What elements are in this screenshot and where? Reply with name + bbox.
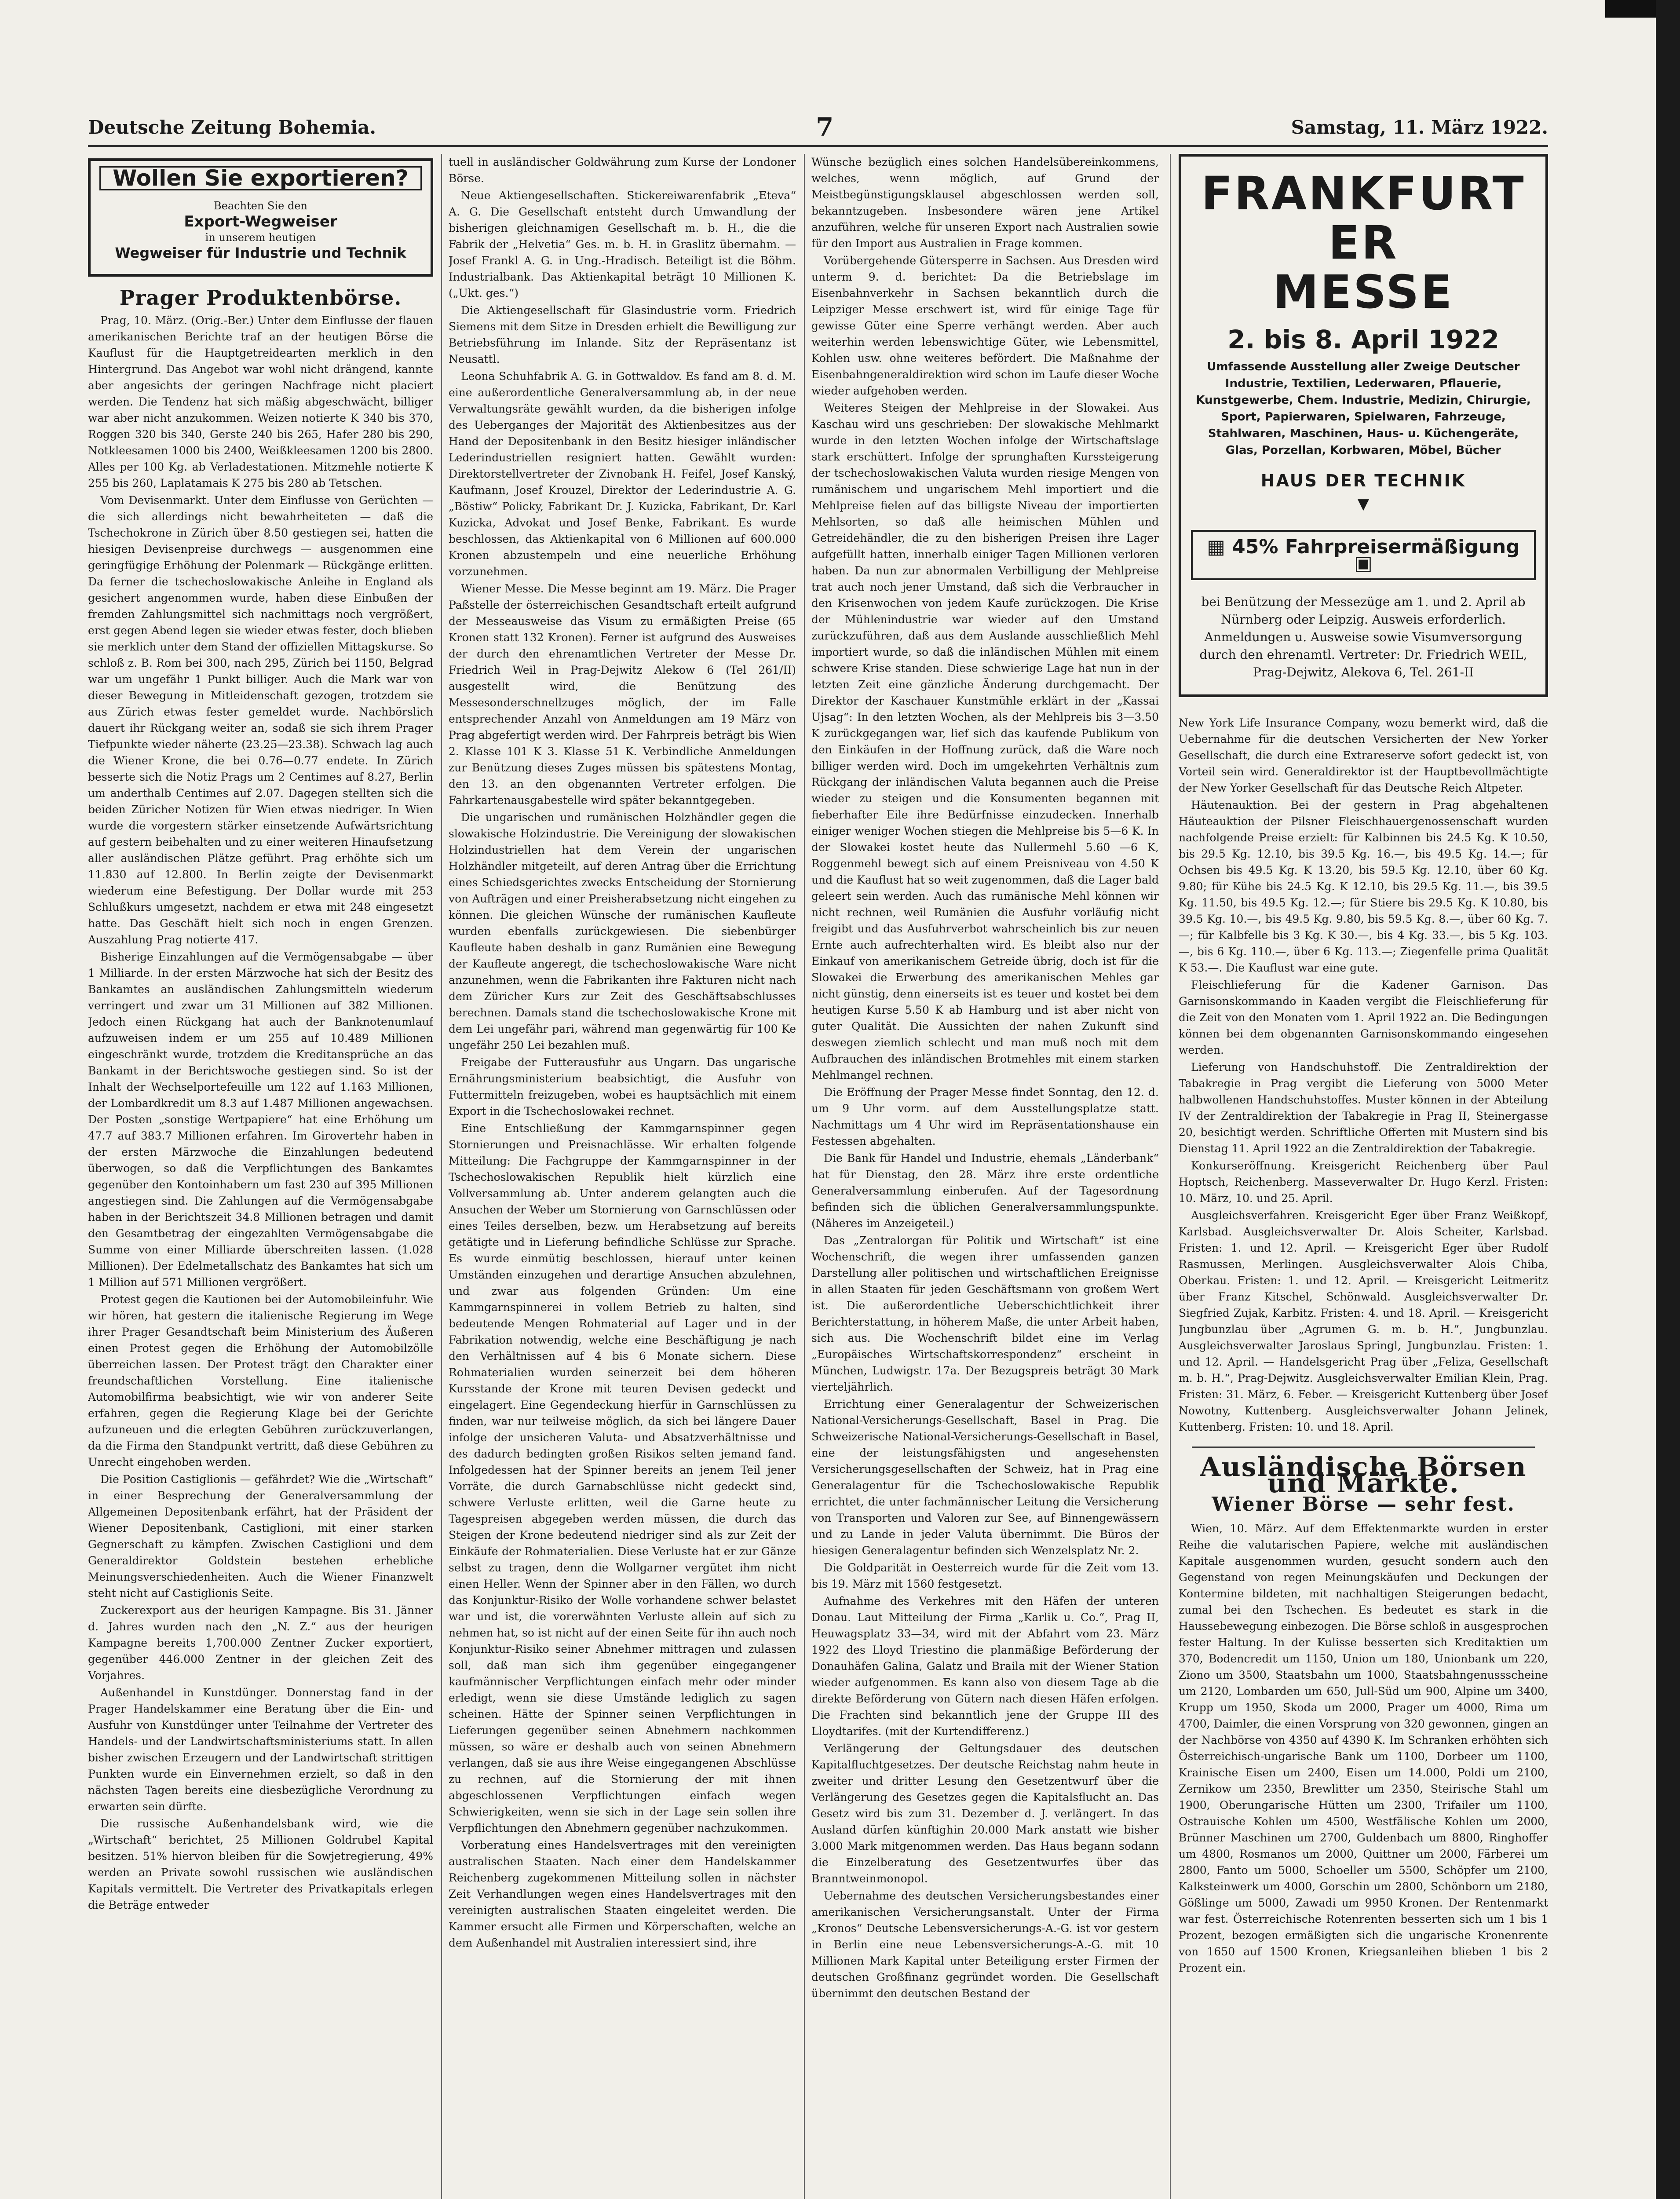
ad-title: FRANKFURTER [1201,167,1526,270]
issue-date: Samstag, 11. März 1922. [1291,117,1548,138]
column-divider [804,154,805,2199]
article-paragraph: Vorübergehende Gütersperre in Sachsen. Aus Dresden wird unterm 9. d. berichtet: Da die Betriebslage im Eisenbahnverkehr in Sachsen bekanntlich durch die Leipziger Messe erschwert ist, wird für einige Tage für gewisse Güter eine Sperre verhängt werden. Aber auch weiterhin werden lebenswichtige Güter, wie Lebensmittel, Kohlen usw. ohne weiteres befördert. Die Maßnahme der Eisenbahngeneraldirektion wird schon im Laufe dieser Woche wieder aufgehoben werden. [811,254,1159,397]
section-divider [1192,1447,1535,1448]
column-4 [1179,154,1548,2199]
page-number: 7 [816,112,834,142]
article-paragraph: Fleischlieferung für die Kadener Garnison. Das Garnisonskommando in Kaaden vergibt die Fleischlieferung für die Zeit von den Monaten vom 1. April 1922 an. Die Bedingungen können bei dem obgenannten Garnisonskommando eingesehen werden. [1179,979,1548,1056]
article-paragraph: tuell in ausländischer Goldwährung zum Kurse der Londoner Börse. [449,156,796,185]
article-paragraph: Errichtung einer Generalagentur der Schweizerischen National-Versicherungs-Gesellschaft, Basel in Prag. Die Schweizerische National-Versicherungs-Gesellschaft in Basel, eine der leistungsfähigsten und angesehensten Versicherungsgesellschaften der Schweiz, hat in Prag eine Generalagentur für die Tschechoslowakische Republik errichtet, die unter fachmännischer Leitung die Versicherung von Transporten und Valoren zur See, auf Binnengewässern und zu Lande in jeder Valuta übernimmt. Die Büros der hiesigen Generalagentur befinden sich Wenzelsplatz Nr. 2. [811,1398,1159,1557]
article-paragraph: Protest gegen die Kautionen bei der Automobileinfuhr. Wie wir hören, hat gestern die italienische Regierung im Wege ihrer Prager Gesandtschaft beim Ministerium des Äußeren einen Protest gegen die Erhöhung der Automobilzölle überreichen lassen. Der Protest trägt den Charakter einer freundschaftlichen Vorstellung. Eine italienische Automobilfirmа beabsichtigt, wie wir von anderer Seite erfahren, gegen die Regierung Klage bei der Gerichte aufzuneuen und die erlegten Gebühren zurückzuverlangen, da die Firma den Standpunkt vertritt, daß diese Gebühren zu Unrecht eingehoben werden. [88,1293,433,1468]
rail-icon: ▦ [1207,536,1225,558]
article-paragraph: Zuckerexport aus der heurigen Kampagne. Bis 31. Jänner d. Jahres wurden nach den „N. Z.“ aus der heurigen Kampagne bereits 1,700.000 Zentner Zucker exportiert, gegenüber 446.000 Zentner in der gleichen Zeit des Vorjahres. [88,1604,433,1682]
header-rule [88,145,1548,147]
article-paragraph: Ausgleichsverfahren. Kreisgericht Eger über Franz Weißkopf, Karlsbad. Ausgleichsverwalter Dr. Alois Scheiter, Karlsbad. Fristen: 1. und 12. April. — Kreisgericht Eger über Rudolf Rasmussen, Merlingen. Ausgleichsverwalter Alois Chiba, Oberkau. Fristen: 1. und 12. April. — Kreisgericht Leitmeritz über Franz Kitschel, Schönwald. Ausgleichsverwalter Dr. Siegfried Zujak, Karbitz. Fristen: 4. und 18. April. — Kreisgericht Jungbunzlau über „Agrumen G. m. b. H.“, Jungbunzlau. Ausgleichsverwalter Jaroslaus Springl, Jungbunzlau. Fristen: 1. und 12. April. — Handelsgericht Prag über „Feliza, Gesellschaft m. b. H.“, Prag-Dejwitz. Ausgleichsverwalter Emilian Klein, Prag. Fristen: 31. März, 6. Feber. — Kreisgericht Kuttenberg über Josef Nowotny, Kuttenberg. Ausgleichsverwalter Johann Jelinek, Kuttenberg. Fristen: 10. und 18. April. [1179,1209,1548,1433]
ad-line: Export-Wegweiser [184,213,337,230]
article-paragraph: Leona Schuhfabrik A. G. in Gottwaldov. Es fand am 8. d. M. eine außerordentliche Generalversammlung ab, in der neue Verwaltungsräte gewählt wurden, da die bisherigen infolge des Ueberganges der Majorität des Aktienbesitzes aus der Hand der Depositenbank in den Besitz hiesiger inländischer Lederindustriellen resigniert hatten. Gewählt wurden: Direktorstellvertreter der Zivnobank H. Feifel, Josef Kanský, Kaufmann, Josef Krouzel, Direktor der Lederindustrie A. G. „Böstiw“ Policky, Fabrikant Dr. J. Kuzicka, Fabrikant, Dr. Karl Kuzicka, Advokat und Josef Benke, Fabrikant. Es wurde beschlossen, das Aktienkapital von 6 Millionen auf 600.000 Kronen abzustempeln und eine neuerliche Erhöhung vorzunehmen. [449,370,796,578]
section-heading: Prager Produktenbörse. [119,286,402,310]
article-paragraph: Wiener Messe. Die Messe beginnt am 19. März. Die Prager Paßstelle der österreichischen Gesandtschaft erteilt aufgrund der Messeausweise das Visum zu ermäßigten Preise (65 Kronen statt 132 Kronen). Ferner ist aufgrund des Ausweises der durch den ehrenamtlichen Vertreter der Messe Dr. Friedrich Weil in Prag-Dejwitz Alekow 6 (Tel 261/II) ausgestellt wird, die Benützung des Messesonderschnellzuges möglich, der im Falle entsprechender Anzahl von Anmeldungen am 19 März von Prag abgefertigt werden wird. Der Fahrpreis beträgt bis Wien 2. Klasse 101 K 3. Klasse 51 K. Verbindliche Anmeldungen zur Benützung dieses Zuges müssen bis spätestens Montag, den 13. an den obgenannten Vertreter erfolgen. Die Fahrkartenausgabestelle wird später bekanntgegeben. [449,582,796,807]
article-paragraph: Vom Devisenmarkt. Unter dem Einflusse von Gerüchten — die sich allerdings nicht bewahrheiteten — daß die Tschechokrone in Zürich über 8.50 gestiegen sei, hatten die hiesigen Devisenpreise durchwegs — ausgenommen eine geringfügige Erhöhung der Polenmark — Rückgänge erlitten. Da ferner die tschechoslowakische Anleihe in England als gesichert angenommen wurde, haben diese Einbußen der fremden Zahlungsmittel sich nachmittags noch vergrößert, erst gegen Abend legen sie wieder etwas fester, doch blieben sie merklich unter dem Stand der offiziellen Mittagskurse. So schloß z. B. Rom bei 300, nach 295, Zürich bei 1150, Belgrad war um ungefähr 1 Punkt billiger. Auch die Mark war von dieser Bewegung in Mitleidenschaft gezogen, trotzdem sie aus Zürich etwas fester gemeldet wurde. Nachbörslich dauert ihr Rückgang weiter an, sodaß sie sich ihrem Prager Tiefpunkte wieder näherte (23.25—23.38). Schwach lag auch die Wiener Krone, die bei 0.76—0.77 endete. In Zürich besserte sich die Notiz Prags um 2 Centimes auf 8.27, Berlin um anderthalb Centimes auf 2.07. Dagegen stellten sich die beiden Züricher Notizen für Wien etwas niedriger. In Wien wurde die vorgestern stärker einsetzende Aufwärtsrichtung auf gestern beibehalten und zu einer weiteren Hinaufsetzung aller ausländischen Plätze geführt. Prag erhöhte sich um 11.830 auf 12.800. In Berlin zeigte der Devisenmarkt wiederum eine Befestigung. Der Dollar wurde mit 253 Schlußkurs umgesetzt, nachdem er etwa mit 248 eingesetzt hatte. Das Geschäft hielt sich noch in engen Grenzen. Auszahlung Prag notierte 417. [88,494,433,946]
article-paragraph: Wünsche bezüglich eines solchen Handelsübereinkommens, welches, wenn möglich, auf Grund der Meistbegünstigungsklausel abgeschlossen werden soll, bekanntzugeben. Insbesondere wären jene Artikel anzuführen, welche für unseren Export nach Australien sowie für den Import aus Australien in Frage kommen. [811,156,1159,250]
article-paragraph: Verlängerung der Geltungsdauer des deutschen Kapitalfluchtgesetzes. Der deutsche Reichstag nahm heute in zweiter und dritter Lesung den Gesetzentwurf über die Verlängerung des Gesetzes gegen die Kapitalsflucht an. Das Gesetz wird bis zum 31. Dezember d. J. verlängert. In das Ausland dürfen künftighin 20.000 Mark anstatt wie bisher 3.000 Mark mitgenommen werden. Das Haus begann sodann die Einzelberatung des Gesetzentwurfes über das Branntweinmonopol. [811,1742,1159,1885]
ad-note: bei Benützung der Messezüge am 1. und 2. April ab Nürnberg oder Leipzig. Ausweis erforderlich. Anmeldungen u. Ausweise sowie Visumversorgung durch den ehrenamtl. Vertreter: Dr. Friedrich WEIL, Prag-Dejwitz, Alekova 6, Tel. 261-II [1199,595,1527,679]
section-heading: Ausländische Börsen und Märkte. [1200,1452,1527,1499]
article-paragraph: Die Aktiengesellschaft für Glasindustrie vorm. Friedrich Siemens mit dem Sitze in Dresden erhielt die Bewilligung zur Betriebsführung im Inlande. Sitz der Repräsentanz ist Neusattl. [449,304,796,365]
column-3 [811,154,1159,2199]
article-paragraph: Konkurseröffnung. Kreisgericht Reichenberg über Paul Hoptsch, Reichenberg. Masseverwalter Dr. Hugo Kerzl. Fristen: 10. März, 10. und 25. April. [1179,1159,1548,1205]
ad-title: MESSE [1273,265,1454,319]
article-paragraph: Wien, 10. März. Auf dem Effektenmarkte wurden in erster Reihe die valutarischen Papiere, welche mit ausländischen Kapitale ausgenommen wurden, gesucht sondern auch den Gegenstand von regen Meinungskäufen und Deckungen der Kontermine bildeten, mit nachhaltigen Steigerungen bedacht, zumal bei den Tschechen. Es bedeutet es stark in die Haussebewegung einbezogen. Die Börse schloß in ausgesprochen fester Haltung. In der Kulisse besserten sich Kreditaktien um 370, Bodencredit um 1150, Union um 180, Unionbank um 220, Ziono um 3500, Staatsbahn um 1000, Staatsbahngenussscheine um 2120, Lombarden um 650, Jull-Süd um 900, Alpine um 3400, Krupp um 1950, Skoda um 2000, Prager um 4000, Rima um 4700, Daimler, die einen Vorsprung von 320 gewonnen, gingen an der Nachbörse von 4350 auf 4390 K. Im Schranken erhöhten sich Österreichisch-ungarische Bank um 1100, Dorbeer um 1100, Krainische Eisen um 2400, Eisen um 14.000, Poldi um 2100, Zernikow um 2350, Brewlitter um 2350, Steirische Stahl um 1900, Oberungarische Hütten um 2300, Trifailer um 1100, Ostrauische Kohlen um 4500, Westfälische Kohlen um 2000, Brünner Maschinen um 2700, Guldenbach um 8800, Ringhoffer um 4800, Rosmanos um 2000, Quittner um 2000, Färberei um 2800, Fanto um 5000, Schoeller um 5500, Schöpfer um 2100, Kalksteinwerk um 4000, Gorschin um 2800, Schönborn um 2180, Gößlinge um 5000, Zawadi um 9950 Kronen. Der Rentenmarkt war fest. Österreichische Rotenrenten besserten sich um 1 bis 1 Prozent, bezogen ermäßigten sich die ungarische Kronenrente von 1650 auf 1500 Kronen, Kriegsanleihen blieben 1 bis 2 Prozent ein. [1179,1522,1548,1974]
column-1 [88,154,433,2199]
ad-line: Beachten Sie den [214,200,307,212]
fair-house: HAUS DER TECHNIK [1260,471,1466,490]
fair-description: Umfassende Ausstellung aller Zweige Deutscher Industrie, Textilien, Lederwaren, Pflauerie, Kunstgewerbe, Chem. Industrie, Medizin, Chirurgie, Sport, Papierwaren, Spielwaren, Fahrzeuge, Stahlwaren, Maschinen, Haus- u. Küchengeräte, Glas, Porzellan, Korbwaren, Möbel, Bücher [1196,360,1531,457]
section-subheading: Wiener Börse — sehr fest. [1212,1493,1515,1516]
article-paragraph: Das „Zentralorgan für Politik und Wirtschaft“ ist eine Wochenschrift, die wegen ihrer umfassenden ganzen Darstellung aller politischen und wirtschaftlichen Ereignisse in allen Staaten für jeden Geschäftsmann von großem Wert ist. Die außerordentliche Ueberschichtlichkeit ihrer Berichterstattung, in höherem Maße, die unter Arbeit haben, sich aus. Die Wochenschrift bildet eine im Verlag „Europäisches Wirtschaftskorrespondenz“ erscheint in München, Ludwigstr. 17a. Der Bezugspreis beträgt 30 Mark vierteljährlich. [811,1234,1159,1393]
article-paragraph: Die Eröffnung der Prager Messe findet Sonntag, den 12. d. um 9 Uhr vorm. auf dem Ausstellungsplatze statt. Nachmittags um 4 Uhr wird im Repräsentationshause ein Festessen abgehalten. [811,1086,1159,1147]
scan-border [1656,0,1680,2199]
column-divider [1170,154,1171,2199]
article-paragraph: New York Life Insurance Company, wozu bemerkt wird, daß die Uebernahme für die deutschen Versicherten der New Yorker Gesellschaft, die durch eine Extrareserve sofort gedeckt ist, von Vorteil sein wird. Generaldirektor ist der Hauptbevollmächtigte der New Yorker Gesellschaft für das Deutsche Reich Altpeter. [1179,716,1548,794]
ad-line: in unserem heutigen [205,231,316,244]
article-paragraph: Eine Entschließung der Kammgarnspinner gegen Stornierungen und Preisnachlässe. Wir erhalten folgende Mitteilung: Die Fachgruppe der Kammgarnspinner in der Tschechoslowakischen Republik hielt kürzlich eine Vollversammlung ab. Unter anderem gelangten auch die Ansuchen der Weber um Stornierung von Garnschlüssen oder eines Teiles derselben, bezw. um Herabsetzung auf bereits getätigte und in Lieferung befindliche Schlüsse zur Sprache. Es wurde einmütig beschlossen, hierauf unter keinen Umständen einzugehen und derartige Ansuchen abzulehnen, und zwar aus folgenden Gründen: Um eine Kammgarnspinnerei in vollem Betrieb zu halten, sind bedeutende Mengen Rohmaterial auf Lager und in der Fabrikation notwendig, welche eine Beschäftigung je nach den Verhältnissen auf 4 bis 6 Monate sichern. Diese Rohmaterialien wurden seinerzeit bei dem höheren Kursstande der Krone mit teuren Devisen gedeckt und eingelagert. Eine Gegendeckung hierfür in Garnschlüssen zu finden, war nur teilweise möglich, da sich bei längere Dauer infolge der unsicheren Valuta- und Absatzverhältnisse und des dadurch bedingten großen Risikos selten jemand fand. Infolgedessen hat der Spinner bereits an jenem Teil jener Vorräte, die durch Garnabschlüsse nicht gedeckt sind, schwere Verluste erlitten, weil die Garne heute zu Tagespreisen abgegeben werden müssen, die durch das Steigen der Krone bedeutend niedriger sind als zur Zeit der Einkäufe der Rohmaterialien. Diese Verluste hat er zur Gänze selbst zu tragen, denn die Wollgarner vergütet ihm nicht einen Heller. Wenn der Spinner aber in den Fällen, wo durch das Konjunktur-Risiko der Wolle vorhandene schwer belastet war und ist, die vorerwähnten Verluste allein auf sich zu nehmen hat, so ist nicht auf der einen Seite für ihn auch noch Konjunktur-Risiko seiner Abnehmer mittragen und zulassen soll, daß man sich ihm gegenüber eingegangener kaufmännischer Verpflichtungen einfach mehr oder minder erledigt, wenn sie diese Umstände lediglich zu sagen scheinen. Hätte der Spinner seinen Verpflichtungen in Lieferungen gegenüber seinen Abnehmern nachkommen müssen, so wäre er deshalb auch von seinen Abnehmern verlangen, daß sie aus ihre Weise eingegangenen Abschlüsse zu rechnen, auf die Stornierung der mit ihnen abgeschlossenen Verpflichtungen einfach wegen Schwierigkeiten, wenn sie sich in der Lage sein sollen ihre Verpflichtungen den Abnehmern gegenüber nachzukommen. [449,1122,796,1834]
discount-text: 45% Fahrpreisermäßigung [1232,536,1520,558]
article-paragraph: Außenhandel in Kunstdünger. Donnerstag fand in der Prager Handelskammer eine Beratung über die Ein- und Ausfuhr von Kunstdünger unter Teilnahme der Vertreter des Handels- und der Landwirtschaftsministeriums statt. In allen bisher zwischen Erzeugern und der Landwirtschaft strittigen Punkten wurde ein Einvernehmen erzielt, so daß in den nächsten Tagen bereits eine diesbezügliche Verordnung zu erwarten sein dürfte. [88,1686,433,1813]
ad-title: Wollen Sie exportieren? [99,166,422,190]
article-paragraph: Die russische Außenhandelsbank wird, wie die „Wirtschaft“ berichtet, 25 Millionen Goldrubel Kapital besitzen. 51% hiervon bleiben für die Sowjetregierung, 49% werden an Private sowohl russischen wie ausländischen Kapitals vermittelt. Die Vertreter des Privatkapitals erlegen die Beträge entweder [88,1817,433,1911]
article-paragraph: Die Bank für Handel und Industrie, ehemals „Länderbank“ hat für Dienstag, den 28. März ihre erste ordentliche Generalversammlung einberufen. Auf der Tagesordnung befinden sich die üblichen Generalversammlungspunkte. (Näheres im Anzeigeteil.) [811,1152,1159,1230]
page-header [88,112,1548,147]
fair-dates: 2. bis 8. April 1922 [1227,325,1499,354]
article-paragraph: Neue Aktiengesellschaften. Stickereiwarenfabrik „Eteva“ A. G. Die Gesellschaft entsteht durch Umwandlung der bisherigen gleichnamigen Gesellschaft m. b. H., die die Fabrik der „Helvetia“ Ges. m. b. H. in Graslitz übernahm. — Josef Frankl A. G. in Ung.-Hradisch. Beteiligt ist die Böhm. Industrialbank. Das Aktienkapital beträgt 10 Millionen K. („Ukt. ges.“) [449,189,796,300]
frankfurt-fair-advertisement [1179,154,1548,697]
ad-line: Wegweiser für Industrie und Technik [115,245,406,261]
column-divider [441,154,442,2199]
export-advertisement [88,158,433,277]
article-paragraph: Die Position Castiglionis — gefährdet? Wie die „Wirtschaft“ in einer Besprechung der Generalversammlung der Allgemeinen Depositenbank erfährt, hat der Präsident der Wiener Depositenbank, Castiglioni, mit einer starken Gegnerschaft zu kämpfen. Zwischen Castiglioni und dem Generaldirektor Goldstein bestehen erhebliche Meinungsverschiedenheiten. Auch die Wiener Finanzwelt steht nicht auf Castiglionis Seite. [88,1473,433,1600]
article-paragraph: Bisherige Einzahlungen auf die Vermögensabgabe — über 1 Milliarde. In der ersten Märzwoche hat sich der Besitz des Bankamtes an ausländischen Zahlungsmitteln wiederum verringert und zwar um 31 Millionen auf 382 Millionen. Jedoch einen Rückgang hat auch der Banknotenumlauf aufzuweisen indem er um 255 auf 10.489 Millionen eingeschränkt wurde, trotzdem die Kreditansprüche an das Bankamt in der Berichtswoche gestiegen sind. So ist der Inhalt der Wechselportefeuille um 122 auf 1.163 Millionen, der Lombardkredit um 8.3 auf 1.487 Millionen angewachsen. Der Posten „sonstige Wertpapiere“ hat eine Erhöhung um 47.7 auf 383.7 Millionen erfahren. Im Girovertehr haben in der ersten Märzwoche die Einzahlungen bedeutend überwogen, so daß die Verpflichtungen des Bankamtes gegenüber den Kontoinhabern um fast 230 auf 395 Millionen angestiegen sind. Die Zahlungen auf die Vermögensabgabe haben in der Berichtszeit 34.8 Millionen betragen und damit den Gesamtbetrag der eingezahlten Vermögensabgabe die Summe von einer Milliarde überschreiten lassen. (1.028 Millionen). Der Edelmetallschatz des Bankamtes hat sich um 1 Million auf 571 Millionen vergrößert. [88,950,433,1289]
newspaper-name: Deutsche Zeitung Bohemia. [88,117,376,138]
article-paragraph: Uebernahme des deutschen Versicherungsbestandes einer amerikanischen Versicherungsanstalt. Unter der Firma „Kronos“ Deutsche Lebensversicherungs-A.-G. ist vor gestern in Berlin eine neue Lebensversicherungs-A.-G. mit 10 Millionen Mark Kapital unter Beteiligung erster Firmen der deutschen Großfinanz gegründet worden. Die Gesellschaft übernimmt den deutschen Bestand der [811,1889,1159,2000]
column-2 [449,154,796,2199]
article-paragraph: Die ungarischen und rumänischen Holzhändler gegen die slowakische Holzindustrie. Die Vereinigung der slowakischen Holzindustriellen hat dem Verein der ungarischen Holzhändler mitgeteilt, auf deren Antrag über die Errichtung eines Schiedsgerichtes zwecks Entscheidung der Stornierung von Aufträgen und einer Preisherabsetzung nicht eingehen zu können. Die gleichen Wünsche der rumänischen Kaufleute wurden ebenfalls zurückgewiesen. Die siebenbürger Kaufleute haben deshalb in ganz Rumänien eine Bewegung der Kaufleute angeregt, die tschechoslowakische Ware nicht anzunehmen, wenn die Fabrikanten ihre Fakturen nicht nach dem Züricher Kurs zur Zeit des Geschäftsabschlusses berechnen. Damals stand die tschechoslowakische Krone mit dem Lei ungefähr pari, während man gegenwärtig für 100 Ke ungefähr 250 Lei bezahlen muß. [449,811,796,1052]
article-paragraph: Freigabe der Futterausfuhr aus Ungarn. Das ungarische Ernährungsministerium beabsichtigt, die Ausfuhr von Futtermitteln freizugeben, wobei es hauptsächlich mit einem Export in die Tschechoslowakei rechnet. [449,1056,796,1118]
article-paragraph: Lieferung von Handschuhstoff. Die Zentraldirektion der Tabakregie in Prag vergibt die Lieferung von 5000 Meter halbwollenen Handschuhstoffes. Muster können in der Abteilung IV der Zentraldirektion der Tabakregie in Prag II, Steinergasse 20, besichtigt werden. Schriftliche Offerten mit Mustern sind bis Dienstag 11. April 1922 an die Zentraldirektion der Tabakregie. [1179,1061,1548,1155]
article-paragraph: Prag, 10. März. (Orig.-Ber.) Unter dem Einflusse der flauen amerikanischen Berichte traf an der heutigen Börse die Kauflust für die Hauptgetreidearten merklich in den Hintergrund. Das Angebot war wohl nicht drängend, kannte aber angesichts der geringen Nachfrage nicht placiert werden. Die Tendenz hat sich mäßig abgeschwächt, billiger war aber nicht anzukommen. Weizen notierte K 340 bis 370, Roggen 320 bis 340, Gerste 240 bis 265, Hafer 280 bis 290, Notkleesamen 1000 bis 2400, Weißkleesamen 1200 bis 2800. Alles per 100 Kg. ab Verladestationen. Mitzmehle notierte K 255 bis 260, Laplatamais K 275 bis 280 ab Tetschen. [88,314,433,489]
article-paragraph: Weiteres Steigen der Mehlpreise in der Slowakei. Aus Kaschau wird uns geschrieben: Der slowakische Mehlmarkt wurde in den letzten Wochen infolge der Wirtschaftslage stark erschüttert. Infolge der sprunghaften Kurssteigerung der tschechoslowakischen Valuta wurden riesige Mengen von rumänischem und ungarischem Mehl importiert und die Mehlpreise fielen auf das billigste Niveau der importierten Mehlsorten, so daß alle heimischen Mühlen und Getreidehändler, die zu den bisherigen Preisen ihre Lager aufgefüllt hatten, innerhalb einiger Tagen Millionen verloren haben. Da nun zur abnormalen Verbilligung der Mehlpreise trat auch noch jener Umstand, daß sich die Verbraucher in den Krisenwochen von jedem Kaufe zurückzogen. Die Krise der Mühlenindustrie war wieder auf den Umstand zurückzuführen, daß aus dem Auslande ausschließlich Mehl importiert wurde, so daß die inländischen Mühlen mit einem schwere Krise standen. Diese schwierige Lage hat nun in der letzten Zeit eine gänzliche Änderung durchgemacht. Der Direktor der Kaschauer Kunstmühle erklärt in der „Kassai Ujsag“: In den letzten Wochen, als der Mehlpreis bis 3—3.50 K zurückgegangen war, lief sich das kaufende Publikum von den Einkäufen in der Hoffnung zurück, daß die Ware noch billiger werden wird. Doch im umgekehrten Verhältnis zum Rückgang der inländischen Valuta begannen auch die Preise wieder zu steigen und die Konsumenten begannen mit fieberhafter Eile ihre Bedürfnisse einzudecken. Innerhalb einiger weniger Wochen stiegen die Mehlpreise bis 5—6 K. In der Slowakei kostet heute das Nullermehl 5.60 —6 K, Roggenmehl bewegt sich auf einem Preisniveau von 4.50 K und die Kauflust hat so weit zugenommen, daß die Lager bald geleert sein werden. Auch das rumänische Mehl können wir nicht rechnen, weil Rumänien die Ausfuhr vorläufig nicht freigibt und das Ausfuhrverbot wahrscheinlich bis zur neuen Ernte auch aufrechterhalten wird. Es bleibt also nur der Einkauf von amerikanischem Getreide übrig, doch ist für die Slowakei die Erwerbung des amerikanischen Mehles gar nicht günstig, denn einerseits ist es teuer und kostet bei dem heutigen Kurse 5.50 K ab Hamburg und ist aber nicht von guter Qualität. Die Aussichten der nahen Zukunft sind deswegen ziemlich schlecht und man muß noch mit dem Aufbrauchen des inländischen Brotmehles mit einem starken Mehlmangel rechnen. [811,402,1159,1081]
article-paragraph: Die Goldparität in Oesterreich wurde für die Zeit vom 13. bis 19. März mit 1560 festgesetzt. [811,1561,1159,1590]
discount-box [1191,530,1536,580]
rail-icon: ▣ [1354,552,1373,574]
article-paragraph: Häutenauktion. Bei der gestern in Prag abgehaltenen Häuteauktion der Pilsner Fleischhauergenossenschaft wurden nachfolgende Preise erzielt: für Kalbinnen bis 24.5 Kg. K 10.50, bis 29.5 Kg. 12.10, bis 39.5 Kg. 16.—, bis 49.5 Kg. 14.—; für Ochsen bis 49.5 Kg. K 13.20, bis 59.5 Kg. 12.10, über 60 Kg. 9.80; für Kühe bis 24.5 Kg. K 12.10, bis 29.5 Kg. 11.—, bis 39.5 Kg. 11.50, bis 49.5 Kg. 12.—; für Stiere bis 29.5 Kg. K 10.80, bis 39.5 Kg. 10.—, bis 49.5 Kg. 9.80, bis 59.5 Kg. 8.—, über 60 Kg. 7.—; für Kalbfelle bis 3 Kg. K 30.—, bis 4 Kg. 33.—, bis 5 Kg. 103.—, bis 6 Kg. 110.—, über 6 Kg. 113.—; Ziegenfelle prima Qualität K 53.—. Die Kauflust war eine gute. [1179,799,1548,974]
article-paragraph: Vorberatung eines Handelsvertrages mit den vereinigten australischen Staaten. Nach einer dem Handelskammer Reichenberg zugekommenen Mitteilung sollen in nächster Zeit Verhandlungen wegen eines Handelsvertrages mit den vereinigten australischen Staaten eingeleitet werden. Die Kammer ersucht alle Firmen und Körperschaften, welche an dem Außenhandel mit Australien interessiert sind, ihre [449,1839,796,1949]
triangle-icon: ▼ [1357,495,1370,513]
article-paragraph: Aufnahme des Verkehres mit den Häfen der unteren Donau. Laut Mitteilung der Firma „Karlik u. Co.“, Prag II, Heuwagsplatz 33—34, wird mit der Abfahrt vom 23. März 1922 des Lloyd Triestino die planmäßige Beförderung der Donauhäfen Galina, Galatz und Braila mit der Wiener Station wieder aufgenommen. Es kann also von diesem Tage ab die direkte Beförderung von Gütern nach diesen Häfen erfolgen. Die Frachten sind bekanntlich jene der Gruppe III des Lloydtarifes. (mit der Kurtendifferenz.) [811,1595,1159,1738]
